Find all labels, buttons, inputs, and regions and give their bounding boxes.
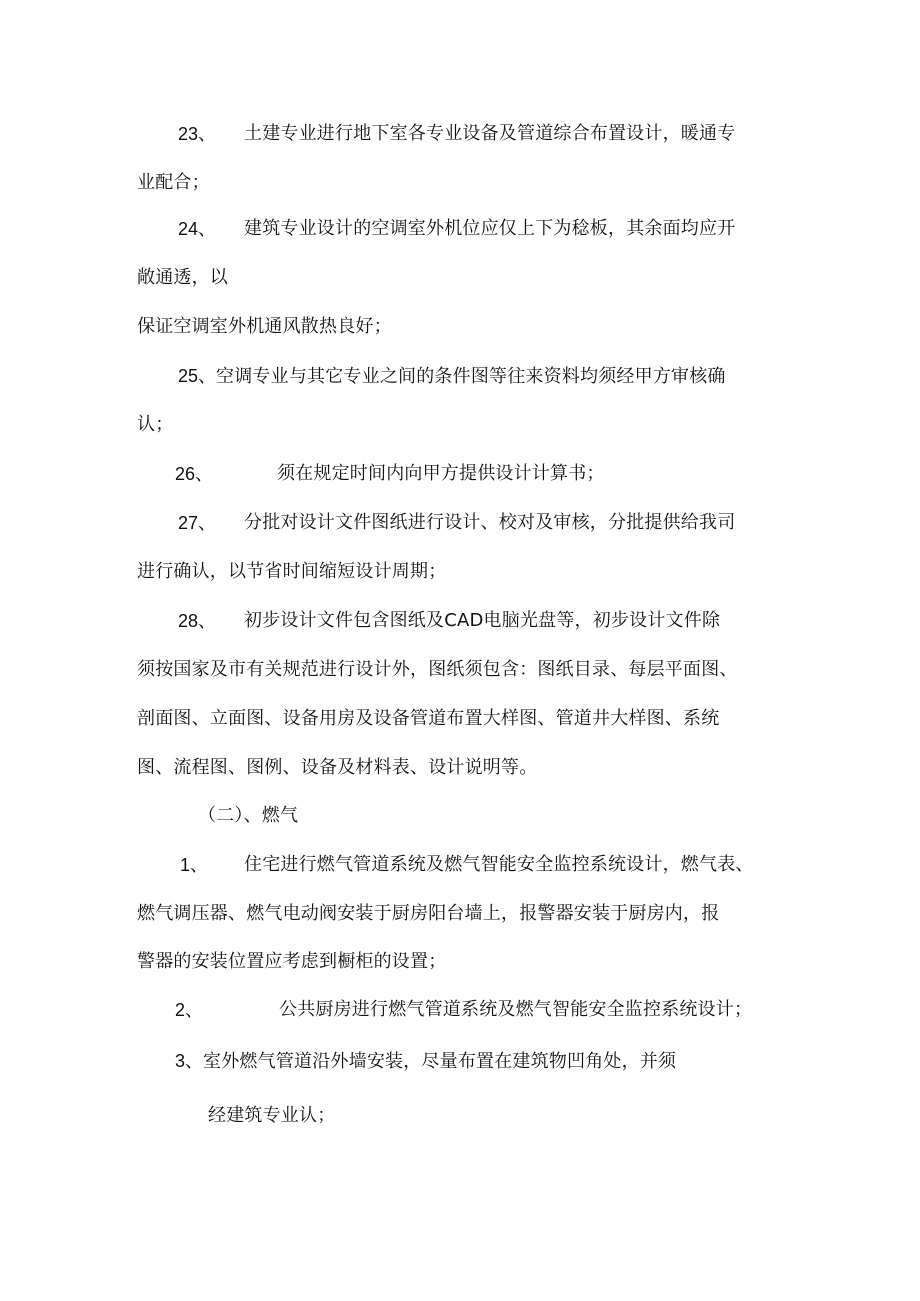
- item-25-line-2: 认；: [137, 414, 174, 435]
- item-number: 2、: [175, 1000, 204, 1020]
- item-25-line-1: [178, 364, 726, 389]
- item-text: 公共厨房进行燃气管道系统及燃气智能安全监控系统设计；: [279, 999, 753, 1020]
- item-27-line-2: 进行确认，以节省时间缩短设计周期；: [137, 561, 447, 582]
- item-28-line-3: 剖面图、立面图、设备用房及设备管道布置大样图、管道井大样图、系统: [137, 708, 720, 729]
- item-28-line-1: [178, 609, 721, 634]
- item-number: 26、: [175, 464, 214, 484]
- item-text: 住宅进行燃气管道系统及燃气智能安全监控系统设计，燃气表、: [244, 854, 754, 875]
- item-27-line-1: [178, 511, 736, 536]
- item-text: 土建专业进行地下室各专业设备及管道综合布置设计，暖通专: [244, 123, 736, 144]
- item-26-line-1: [175, 462, 605, 487]
- item-24-line-2: 敞通透，以: [137, 267, 228, 288]
- item-number: 23、: [178, 124, 217, 144]
- item-text: 建筑专业设计的空调室外机位应仅上下为稔板，其余面均应开: [244, 218, 736, 239]
- gas-item-1-line-3: 警器的安装位置应考虑到橱柜的设置；: [137, 951, 447, 972]
- item-23-line-2: 业配合；: [137, 172, 210, 193]
- gas-item-3-line-1: [175, 1049, 676, 1074]
- item-28-line-2: 须按国家及市有关规范进行设计外，图纸须包含：图纸目录、每层平面图、: [137, 659, 738, 680]
- item-number: 24、: [178, 219, 217, 239]
- item-number: 27、: [178, 513, 217, 533]
- item-number: 1、: [180, 855, 209, 875]
- item-number: 25、: [178, 366, 217, 386]
- item-text: 初步设计文件包含图纸及CAD电脑光盘等，初步设计文件除: [244, 610, 721, 631]
- item-number: 3、: [175, 1051, 204, 1071]
- item-24-line-1: [178, 217, 736, 242]
- gas-item-2-line-1: [175, 998, 753, 1023]
- item-text: 室外燃气管道沿外墙安装，尽量布置在建筑物凹角处，并须: [203, 1051, 677, 1072]
- item-text: 空调专业与其它专业之间的条件图等往来资料均须经甲方审核确: [216, 366, 726, 387]
- item-text: 分批对设计文件图纸进行设计、校对及审核，分批提供给我司: [244, 512, 736, 533]
- item-text: 须在规定时间内向甲方提供设计计算书；: [277, 463, 605, 484]
- gas-item-1-line-1: [180, 853, 754, 878]
- section-heading: （二）、燃气: [198, 805, 299, 826]
- gas-item-1-line-2: 燃气调压器、燃气电动阀安装于厨房阳台墙上，报警器安装于厨房内，报: [137, 903, 720, 924]
- item-24-line-3: 保证空调室外机通风散热良好；: [137, 316, 392, 337]
- gas-item-3-line-2: 经建筑专业认；: [208, 1105, 336, 1126]
- item-number: 28、: [178, 611, 217, 631]
- item-23-line-1: [178, 122, 736, 147]
- item-28-line-4: 图、流程图、图例、设备及材料表、设计说明等。: [137, 757, 538, 778]
